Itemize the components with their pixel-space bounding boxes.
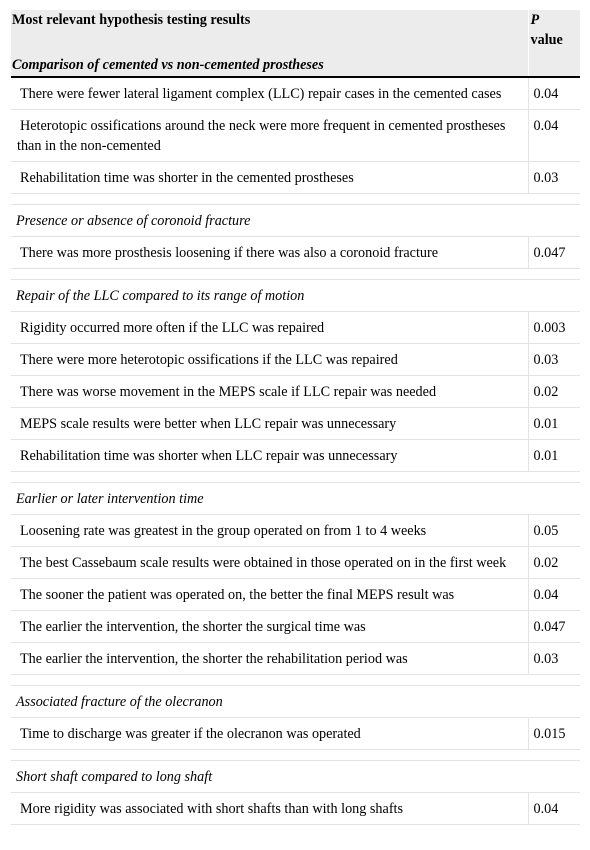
section-heading: Short shaft compared to long shaft: [11, 761, 580, 793]
finding-text: [11, 515, 528, 547]
table-row: [11, 162, 580, 194]
header-description-cell: [11, 10, 528, 77]
table-body: [11, 77, 580, 825]
section-heading: Repair of the LLC compared to its range of motion: [11, 280, 580, 312]
table-row: [11, 611, 580, 643]
table-row: [11, 547, 580, 579]
finding-text: [11, 162, 528, 194]
finding-text: [11, 408, 528, 440]
spacer-cell: [11, 472, 528, 483]
table-row: [11, 643, 580, 675]
p-value: 0.04: [528, 110, 580, 162]
p-value: 0.015: [528, 718, 580, 750]
section-spacer: [11, 675, 580, 686]
section-heading-row: [11, 761, 580, 793]
spacer-cell: [528, 194, 580, 205]
section-spacer: [11, 472, 580, 483]
table-row: [11, 312, 580, 344]
spacer-cell: [528, 472, 580, 483]
section-heading-row: [11, 280, 580, 312]
spacer-cell: [11, 675, 528, 686]
section-spacer: [11, 194, 580, 205]
p-value: 0.003: [528, 312, 580, 344]
section-heading: Associated fracture of the olecranon: [11, 686, 580, 718]
spacer-cell: [11, 194, 528, 205]
p-value: 0.02: [528, 376, 580, 408]
finding-text: [11, 718, 528, 750]
p-value: 0.04: [528, 77, 580, 110]
table-row: [11, 376, 580, 408]
p-value: 0.01: [528, 408, 580, 440]
p-value: 0.047: [528, 237, 580, 269]
table-row: [11, 237, 580, 269]
finding-text-content: There was worse movement in the MEPS scale if LLC repair was needed: [20, 384, 437, 400]
finding-text: [11, 77, 528, 110]
finding-text-content: Heterotopic ossifications around the neck were more frequent in cemented prostheses than in the non-cemented: [17, 118, 506, 154]
section-heading: Presence or absence of coronoid fracture: [11, 205, 580, 237]
section-heading-row: [11, 686, 580, 718]
spacer-cell: [528, 675, 580, 686]
table-row: [11, 440, 580, 472]
section-heading-row: [11, 205, 580, 237]
finding-text-content: Time to discharge was greater if the olecranon was operated: [20, 726, 361, 742]
section-heading-row: [11, 483, 580, 515]
p-value: 0.05: [528, 515, 580, 547]
finding-text-content: MEPS scale results were better when LLC repair was unnecessary: [20, 416, 397, 432]
finding-text-content: There were fewer lateral ligament complex (LLC) repair cases in the cemented cases: [20, 86, 502, 102]
table-row: [11, 579, 580, 611]
finding-text: [11, 793, 528, 825]
p-value: 0.04: [528, 793, 580, 825]
finding-text-content: More rigidity was associated with short shafts than with long shafts: [20, 801, 404, 817]
table-row: [11, 408, 580, 440]
finding-text: [11, 237, 528, 269]
p-value: 0.03: [528, 643, 580, 675]
finding-text-content: The best Cassebaum scale results were obtained in those operated on in the first week: [20, 555, 507, 571]
table-header: [11, 10, 580, 77]
table-title: Most relevant hypothesis testing results: [12, 12, 251, 28]
p-value: 0.03: [528, 344, 580, 376]
table-row: [11, 77, 580, 110]
p-value: 0.03: [528, 162, 580, 194]
p-value: 0.02: [528, 547, 580, 579]
finding-text-content: The sooner the patient was operated on, the better the final MEPS result was: [20, 587, 455, 603]
table-row: [11, 515, 580, 547]
finding-text-content: There was more prosthesis loosening if there was also a coronoid fracture: [20, 245, 438, 261]
finding-text: [11, 312, 528, 344]
finding-text: [11, 440, 528, 472]
finding-text: [11, 376, 528, 408]
table-row: [11, 344, 580, 376]
finding-text-content: The earlier the intervention, the shorter the surgical time was: [20, 619, 366, 635]
p-value: 0.04: [528, 579, 580, 611]
table-row: [11, 718, 580, 750]
first-section-title: Comparison of cemented vs non-cemented prostheses: [12, 57, 324, 73]
section-heading: Earlier or later intervention time: [11, 483, 580, 515]
p-label: P: [530, 12, 540, 28]
finding-text: [11, 643, 528, 675]
p-value-label: value: [530, 32, 563, 48]
p-value: 0.01: [528, 440, 580, 472]
header-p-value-cell: [528, 10, 580, 77]
finding-text: [11, 110, 528, 162]
finding-text-content: There were more heterotopic ossifications if the LLC was repaired: [20, 352, 398, 368]
finding-text: [11, 579, 528, 611]
spacer-cell: [528, 750, 580, 761]
spacer-cell: [11, 750, 528, 761]
finding-text: [11, 344, 528, 376]
spacer-cell: [528, 269, 580, 280]
finding-text-content: Rigidity occurred more often if the LLC was repaired: [20, 320, 325, 336]
results-table-container: [11, 10, 580, 825]
section-spacer: [11, 750, 580, 761]
finding-text-content: Rehabilitation time was shorter in the cemented prostheses: [20, 170, 354, 186]
spacer-cell: [11, 269, 528, 280]
finding-text: [11, 611, 528, 643]
finding-text: [11, 547, 528, 579]
hypothesis-results-table: [11, 10, 580, 825]
finding-text-content: Loosening rate was greatest in the group operated on from 1 to 4 weeks: [20, 523, 427, 539]
finding-text-content: The earlier the intervention, the shorter the rehabilitation period was: [20, 651, 408, 667]
table-row: [11, 110, 580, 162]
section-spacer: [11, 269, 580, 280]
table-row: [11, 793, 580, 825]
p-value: 0.047: [528, 611, 580, 643]
finding-text-content: Rehabilitation time was shorter when LLC repair was unnecessary: [20, 448, 398, 464]
